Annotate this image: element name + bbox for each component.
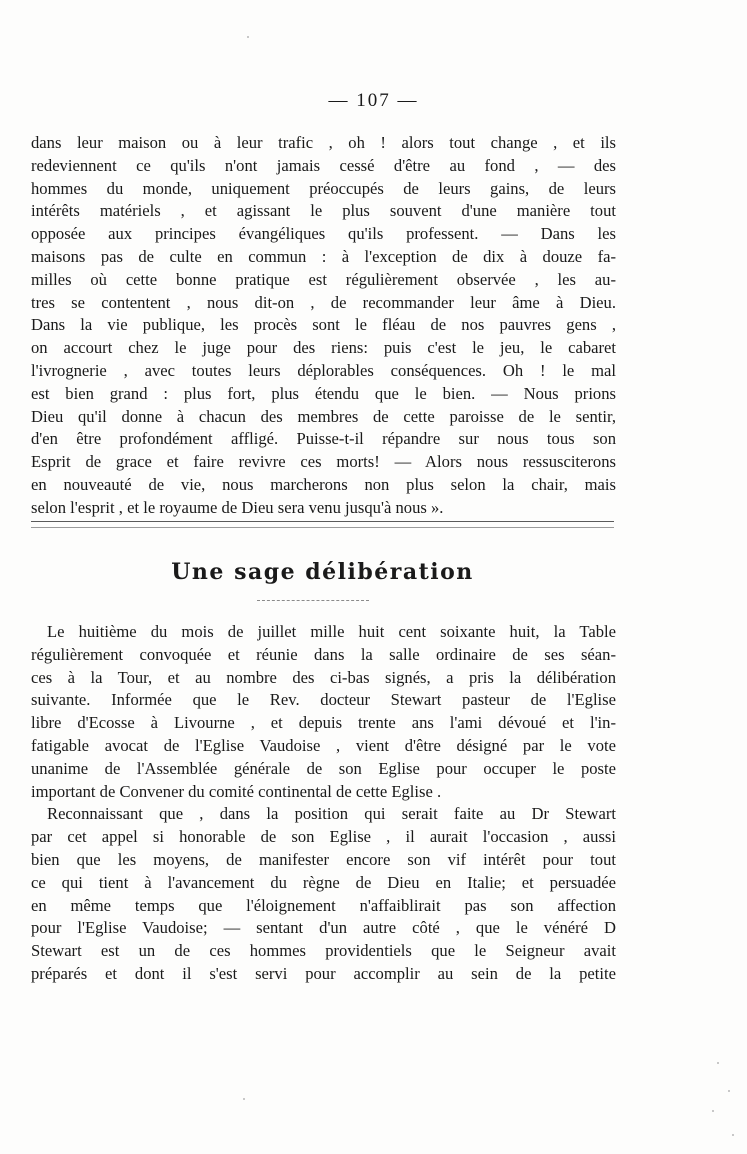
paragraph-2 (31, 621, 616, 803)
section-title: Une sage délibération (171, 559, 474, 585)
text-line: selon l'esprit , et le royaume de Dieu sera venu jusqu'à nous ». (31, 497, 444, 517)
text-line: maisons pas de culte en commun : à l'exception de dix à douze fa- (31, 246, 616, 266)
paper-speck (732, 1134, 734, 1136)
text-line: pour l'Eglise Vaudoise; — sentant d'un autre côté , que le vénéré D (31, 918, 616, 938)
text-line: dans leur maison ou à leur trafic , oh ! alors tout change , et ils (31, 133, 616, 152)
text-line: en même temps que l'éloignement n'affaiblirait pas son affection (31, 895, 616, 915)
text-line: l'ivrognerie , avec toutes leurs déplorables conséquences. Oh ! le mal (31, 360, 616, 380)
text-line: est bien grand : plus fort, plus étendu que le bien. — Nous prions (31, 383, 616, 403)
text-line: Esprit de grace et faire revivre ces morts! — Alors nous ressusciterons (31, 452, 616, 472)
text-line: ce qui tient à l'avancement du règne de Dieu en Italie; et persuadée (31, 872, 616, 892)
text-line: opposée aux principes évangéliques qu'ils professent. — Dans les (31, 224, 616, 244)
paper-speck (717, 1062, 719, 1064)
text-line: on accourt chez le juge pour des riens: puis c'est le jeu, le cabaret (31, 338, 616, 358)
text-line: ces à la Tour, et au nombre des ci-bas signés, a pris la délibération (31, 667, 616, 687)
text-line: par cet appel si honorable de son Eglise , il aurait l'occasion , aussi (31, 827, 616, 847)
text-line: en nouveauté de vie, nous marcherons non plus selon la chair, mais (31, 474, 616, 494)
text-line: suivante. Informée que le Rev. docteur Stewart pasteur de l'Eglise (31, 690, 616, 710)
text-line: Dieu qu'il donne à chacun des membres de cette paroisse de le sentir, (31, 406, 616, 426)
text-line: important de Convener du comité continental de cette Eglise . (31, 781, 442, 801)
text-line: préparés et dont il s'est servi pour accomplir au sein de la petite (31, 963, 616, 983)
text-line: Dans la vie publique, les procès sont le fléau de nos pauvres gens , (31, 315, 616, 335)
paper-speck (712, 1110, 714, 1112)
section-divider (31, 521, 614, 528)
text-line: tres se contentent , nous dit-on , de recommander leur âme à Dieu. (31, 292, 616, 312)
paper-speck (247, 36, 249, 38)
text-line: régulièrement convoquée et réunie dans la salle ordinaire de ses séan- (31, 644, 616, 664)
text-line: d'en être profondément affligé. Puisse-t-il répandre sur nous tous son (31, 429, 616, 449)
paper-speck (243, 1098, 245, 1100)
text-line: libre d'Ecosse à Livourne , et depuis trente ans l'ami dévoué et l'in- (31, 713, 616, 733)
title-ornament (257, 600, 369, 603)
text-line: Reconnaissant que , dans la position qui serait faite au Dr Stewart (47, 804, 616, 824)
paragraph-1 (31, 132, 616, 520)
text-line: bien que les moyens, de manifester encore son vif intérêt pour tout (31, 849, 616, 869)
text-line: milles où cette bonne pratique est régulièrement observée , les au- (31, 269, 616, 289)
text-line: redeviennent ce qu'ils n'ont jamais cessé d'être au fond , — des (31, 155, 616, 175)
text-line: unanime de l'Assemblée générale de son Eglise pour occuper le poste (31, 758, 616, 778)
text-line: intérêts matériels , et agissant le plus souvent d'une manière tout (31, 201, 616, 221)
paragraph-3 (31, 803, 616, 985)
page-number: — 107 — (328, 90, 419, 111)
text-line: hommes du monde, uniquement préoccupés de leurs gains, de leurs (31, 178, 616, 198)
body-text (31, 621, 616, 986)
text-line: fatigable avocat de l'Eglise Vaudoise , vient d'être désigné par le vote (31, 735, 616, 755)
paper-speck (728, 1090, 730, 1092)
text-line: Le huitième du mois de juillet mille huit cent soixante huit, la Table (47, 622, 616, 641)
text-line: Stewart est un de ces hommes providentiels que le Seigneur avait (31, 941, 616, 961)
